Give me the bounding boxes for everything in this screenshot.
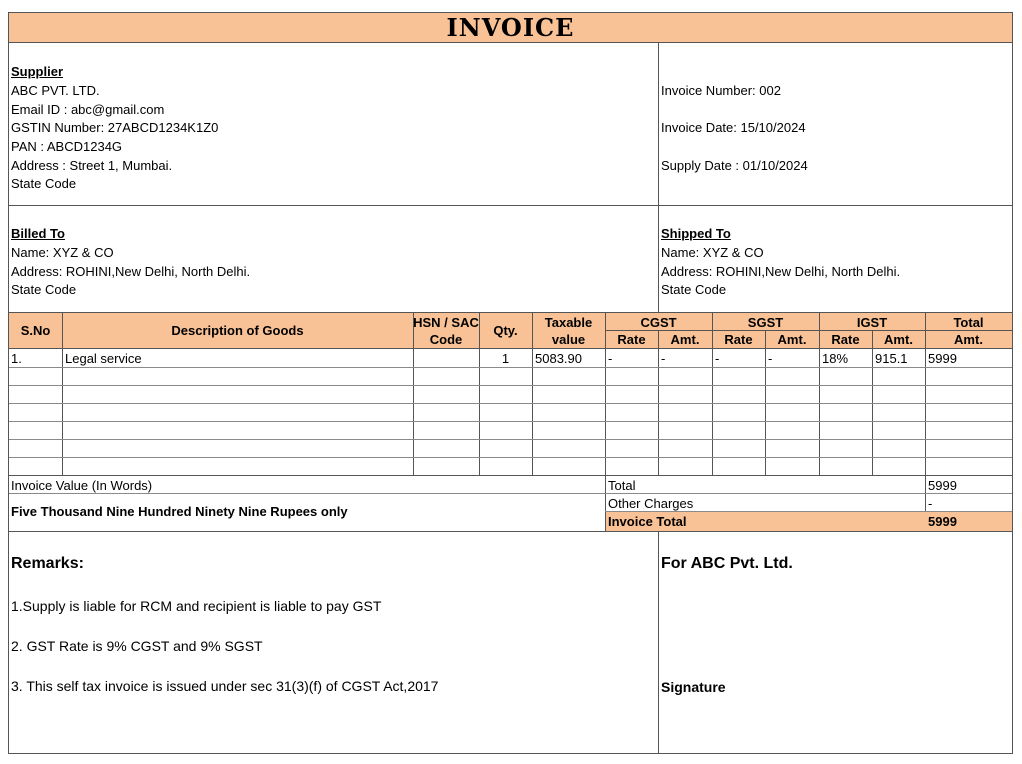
- divider: [9, 439, 1012, 440]
- igst-rate-header: Rate: [831, 332, 860, 347]
- supplier-email: Email ID : abc@gmail.com: [11, 102, 165, 117]
- remarks-heading: Remarks:: [11, 555, 84, 572]
- divider: [658, 43, 659, 205]
- title-bar: [9, 13, 1012, 43]
- sgst-group-header: SGST: [747, 314, 784, 330]
- item-igst-rate: 18%: [822, 351, 849, 366]
- remark-item: 3. This self tax invoice is issued under sec 31(3)(f) of CGST Act,2017: [11, 678, 439, 694]
- remark-item: 1.Supply is liable for RCM and recipient is liable to pay GST: [11, 598, 382, 614]
- divider: [605, 330, 1012, 331]
- invoice-number: Invoice Number: 002: [661, 83, 781, 98]
- item-cgst-amt: -: [661, 351, 666, 366]
- supply-date: Supply Date : 01/10/2024: [661, 158, 808, 173]
- divider: [9, 475, 1012, 476]
- remark-item: 2. GST Rate is 9% CGST and 9% SGST: [11, 638, 263, 654]
- cgst-group-header: CGST: [640, 314, 677, 330]
- divider: [712, 313, 713, 475]
- igst-amt-header: Amt.: [884, 332, 913, 347]
- item-total: 5999: [928, 351, 957, 366]
- item-sno: 1.: [11, 351, 22, 366]
- divider: [658, 531, 659, 753]
- supplier-state-code: State Code: [11, 176, 77, 191]
- item-igst-amt: 915.1: [875, 351, 908, 366]
- other-charges-value: -: [928, 496, 933, 511]
- divider: [479, 313, 480, 475]
- divider: [62, 313, 63, 475]
- cgst-rate-header: Rate: [617, 332, 646, 347]
- igst-group-header: IGST: [856, 314, 888, 330]
- invoice-total-label: Invoice Total: [608, 514, 687, 529]
- divider: [9, 421, 1012, 422]
- invoice-title: INVOICE: [446, 13, 575, 42]
- divider: [9, 205, 1012, 206]
- divider: [605, 313, 606, 531]
- supplier-heading: Supplier: [11, 64, 64, 79]
- divider: [9, 531, 1012, 532]
- billed-state-code: State Code: [11, 282, 77, 297]
- col-hsn-header-2: Code: [429, 332, 463, 347]
- item-taxable: 5083.90: [535, 351, 582, 366]
- item-sgst-rate: -: [715, 351, 720, 366]
- shipped-heading: Shipped To: [661, 226, 731, 241]
- col-taxable-header: Taxable: [544, 314, 593, 330]
- invoice-total-value: 5999: [928, 514, 957, 529]
- divider: [9, 367, 1012, 368]
- sgst-amt-header: Amt.: [777, 332, 807, 347]
- sgst-rate-header: Rate: [724, 332, 753, 347]
- supplier-name: ABC PVT. LTD.: [11, 83, 100, 98]
- divider: [532, 313, 533, 475]
- invoice-date: Invoice Date: 15/10/2024: [661, 120, 806, 135]
- billed-address: Address: ROHINI,New Delhi, North Delhi.: [11, 264, 251, 279]
- cgst-amt-header: Amt.: [670, 332, 700, 347]
- billed-name: Name: XYZ & CO: [11, 245, 114, 260]
- shipped-address: Address: ROHINI,New Delhi, North Delhi.: [661, 264, 901, 279]
- divider: [9, 348, 1012, 349]
- divider: [658, 205, 659, 312]
- supplier-gstin: GSTIN Number: 27ABCD1234K1Z0: [11, 120, 219, 135]
- divider: [819, 313, 820, 475]
- col-total-header: Total: [953, 314, 984, 330]
- item-qty: 1: [501, 351, 510, 366]
- divider: [9, 403, 1012, 404]
- words-label: Invoice Value (In Words): [11, 478, 153, 493]
- signature-label: Signature: [661, 679, 726, 695]
- col-total-header-2: Amt.: [954, 332, 983, 347]
- item-description: Legal service: [65, 351, 142, 366]
- total-value: 5999: [928, 478, 957, 493]
- divider: [413, 313, 414, 475]
- col-qty-header: Qty.: [493, 323, 518, 338]
- divider: [9, 385, 1012, 386]
- col-sno-header: S.No: [20, 323, 51, 338]
- col-hsn-header: HSN / SAC: [413, 314, 479, 330]
- billed-heading: Billed To: [11, 226, 65, 241]
- shipped-name: Name: XYZ & CO: [661, 245, 764, 260]
- divider: [925, 313, 926, 531]
- total-label: Total: [608, 478, 636, 493]
- other-charges-label: Other Charges: [608, 496, 694, 511]
- supplier-address: Address : Street 1, Mumbai.: [11, 158, 173, 173]
- words-value: Five Thousand Nine Hundred Ninety Nine Rupees only: [11, 504, 348, 519]
- supplier-pan: PAN : ABCD1234G: [11, 139, 123, 154]
- item-cgst-rate: -: [608, 351, 613, 366]
- for-company-label: For ABC Pvt. Ltd.: [661, 555, 793, 572]
- divider: [9, 457, 1012, 458]
- col-taxable-header-2: value: [551, 332, 586, 347]
- item-sgst-amt: -: [768, 351, 773, 366]
- invoice-sheet: [8, 12, 1013, 754]
- col-description-header: Description of Goods: [171, 323, 304, 338]
- shipped-state-code: State Code: [661, 282, 727, 297]
